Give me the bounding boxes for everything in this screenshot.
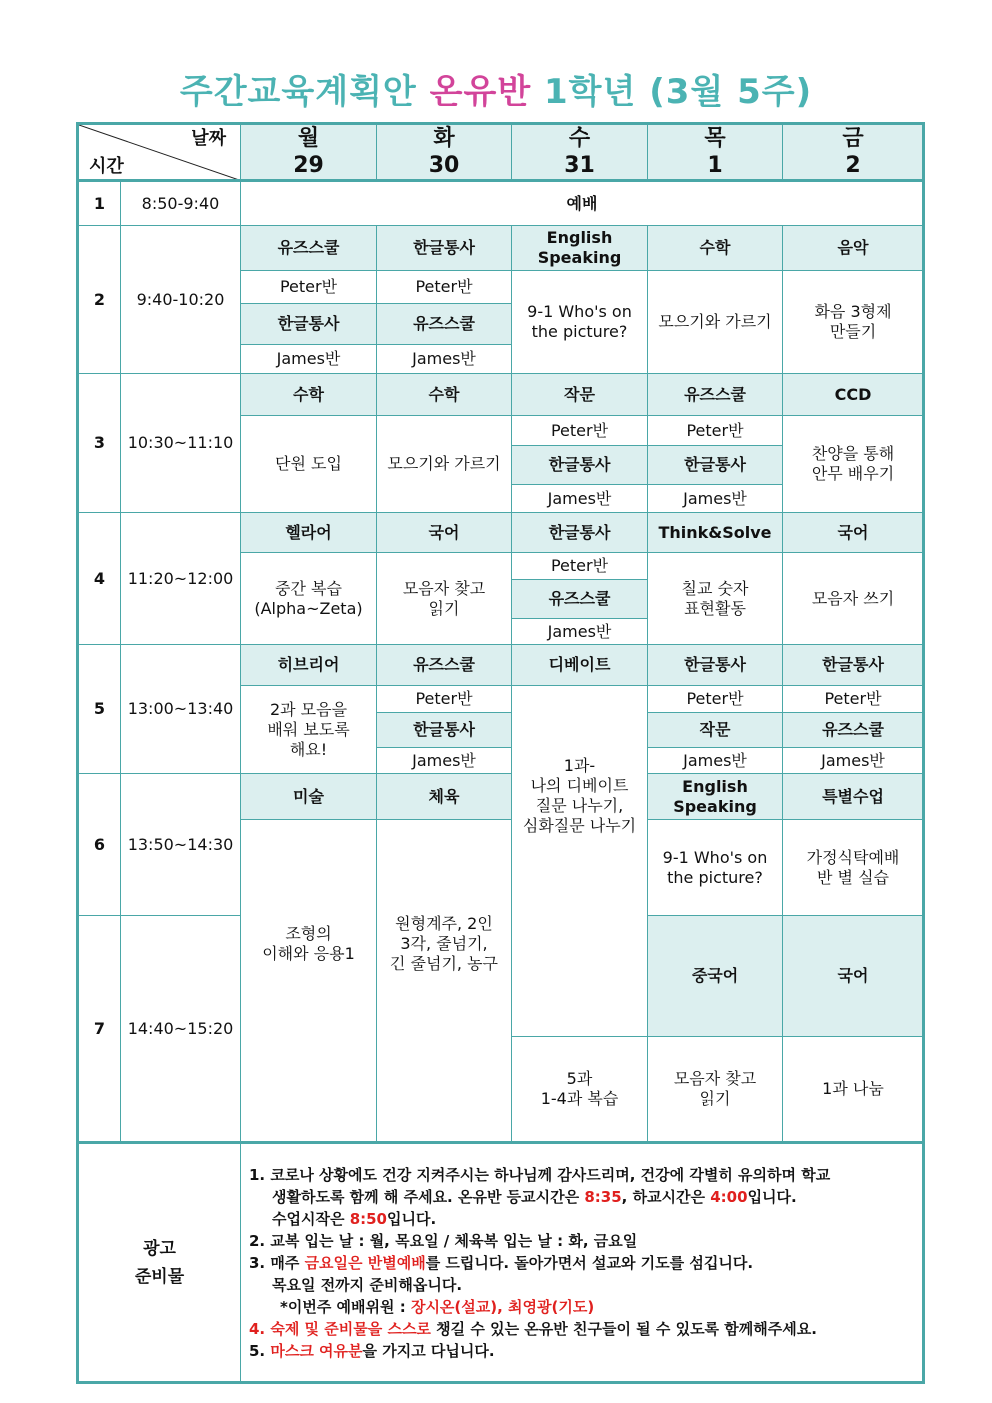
subject-cell: 특별수업 [783,774,924,820]
subject-cell: 한글통사 [377,226,512,271]
period-row-5 [78,645,924,686]
subject-cell: 유즈스쿨 [648,374,783,416]
content-line: 9-1 Who's on [527,302,632,321]
class-group-cell: Peter반 [783,686,924,713]
notice-line [249,1340,917,1362]
period-number: 7 [78,916,121,1143]
notice-text: 수업시작은 [272,1209,350,1228]
content-line: 표현활동 [684,598,746,618]
period-time: 13:50~14:30 [121,774,241,916]
content-cell: 1과 나눔 [783,1037,924,1143]
subject-cell: 한글통사 [512,446,648,485]
subject-cell: 수학 [648,226,783,271]
period-time: 11:20~12:00 [121,513,241,645]
day-date: 2 [845,153,861,178]
period-row-2 [78,226,924,271]
corner-cell [78,124,241,181]
subject-cell [648,774,783,820]
page-title [0,64,992,113]
content-cell [783,271,924,374]
subject-line: English [682,776,748,796]
content-cell [648,1037,783,1143]
day-header-wed [512,124,648,181]
subject-cell: 국어 [377,513,512,553]
subject-cell: 히브리어 [241,645,377,686]
content-cell [648,553,783,645]
content-line: the picture? [531,322,628,341]
content-line: 5과 [566,1069,593,1088]
subject-cell: 한글통사 [377,713,512,748]
title-grade-week: 1학년 (3월 5주) [544,72,813,112]
notice-text: 3. 매주 [249,1253,305,1272]
subject-cell: 한글통사 [783,645,924,686]
subject-cell: 국어 [783,916,924,1037]
period-number: 4 [78,513,121,645]
class-group-cell: James반 [648,748,783,774]
class-group-cell: Peter반 [377,271,512,304]
content-line: 1-4과 복습 [540,1089,619,1108]
content-line: 이해와 응용1 [262,944,355,963]
notice-highlight: 숙제 및 준비물을 스스로 [270,1319,431,1338]
notice-text: 생활하도록 함께 해 주세요. 온유반 등교시간은 [272,1187,585,1206]
subject-line: English [546,228,613,247]
notice-line [249,1252,917,1274]
day-date: 29 [293,153,324,178]
subject-cell: 디베이트 [512,645,648,686]
content-line: 2과 모음을 [269,700,348,719]
day-date: 31 [564,153,595,178]
period-number: 2 [78,226,121,374]
content-line: 조형의 [285,924,332,943]
day-name: 수 [568,126,591,151]
subject-cell: 한글통사 [648,446,783,485]
content-line: 9-1 Who's on [662,847,768,867]
subject-cell: 유즈스쿨 [241,226,377,271]
subject-cell: 미술 [241,774,377,820]
content-cell: 모으기와 가르기 [377,416,512,513]
supplies-label: 준비물 [134,1266,185,1287]
period-time: 9:40-10:20 [121,226,241,374]
notice-content [241,1143,924,1383]
notice-label-cell [78,1143,241,1383]
period-time: 13:00~13:40 [121,645,241,774]
notice-highlight: 장시온(설교), 최영광(기도) [410,1297,595,1316]
day-header-mon [241,124,377,181]
content-line: 반 별 실습 [817,867,889,887]
content-cell: 단원 도입 [241,416,377,513]
corner-time-label: 시간 [89,156,124,177]
content-line: 해요! [289,740,328,759]
notice-line: 목요일 전까지 준비해옵니다. [272,1275,463,1294]
class-group-cell: James반 [241,345,377,374]
subject-cell: 국어 [783,513,924,553]
subject-cell: 체육 [377,774,512,820]
content-line: 배워 보도록 [267,720,350,739]
content-line: 원형계주, 2인 [395,914,493,933]
notice-row [78,1143,924,1383]
class-group-cell: James반 [377,345,512,374]
content-cell [512,271,648,374]
content-cell [241,686,377,774]
period-row-6 [78,774,924,820]
class-group-cell: Peter반 [512,416,648,446]
content-line: 읽기 [699,1089,731,1108]
notice-line [249,1296,917,1318]
day-name: 월 [297,126,320,151]
class-group-cell: James반 [512,619,648,645]
content-line: 나의 디베이트 [530,776,629,795]
day-name: 화 [433,126,455,151]
subject-cell: 수학 [377,374,512,416]
content-cell [241,820,377,1143]
notice-highlight: 마스크 여유분 [270,1341,363,1360]
period-number: 1 [78,181,121,226]
content-line: 긴 줄넘기, 농구 [390,954,498,973]
subject-cell: 작문 [512,374,648,416]
notice-text: 를 드립니다. 돌아가면서 설교와 기도를 섬깁니다. [425,1253,754,1272]
content-cell [783,416,924,513]
notice-line [249,1208,917,1230]
notice-line: 1. 코로나 상황에도 건강 지켜주시는 하나님께 감사드리며, 건강에 각별히 유의하며 학교 [249,1165,831,1184]
content-line: 3각, 줄넘기, [400,934,488,953]
header-row [78,124,924,181]
content-cell [512,686,648,1037]
notice-text: 5. [249,1341,271,1360]
content-cell: 모음자 쓰기 [783,553,924,645]
subject-cell [512,226,648,271]
period-row-4 [78,513,924,553]
period-number: 5 [78,645,121,774]
class-group-cell: Peter반 [648,416,783,446]
subject-line: Speaking [673,796,757,816]
notice-text: 입니다. [747,1187,797,1206]
content-line: 1과- [563,756,596,775]
notice-highlight: 8:50 [349,1209,387,1228]
period-time: 14:40~15:20 [121,916,241,1143]
content-line: 가정식탁예배 [806,847,900,867]
class-group-cell: Peter반 [512,553,648,580]
class-group-cell: James반 [648,485,783,513]
corner-day-label: 날짜 [191,128,226,149]
content-cell [377,553,512,645]
subject-line: Speaking [537,248,622,267]
subject-cell: 한글통사 [241,304,377,345]
title-main: 주간교육계획안 [179,72,417,112]
notice-text: , 하교시간은 [621,1187,711,1206]
notice-highlight: 4:00 [710,1187,748,1206]
content-line: 화음 3형제 [814,302,892,321]
class-group-cell: James반 [783,748,924,774]
subject-cell: 헬라어 [241,513,377,553]
subject-cell: 한글통사 [648,645,783,686]
class-group-cell: Peter반 [241,271,377,304]
period-number: 6 [78,774,121,916]
worship-cell: 예배 [241,181,924,226]
notice-highlight: 금요일은 반별예배 [304,1253,426,1272]
content-line: 찬양을 통해 [811,444,895,463]
class-group-cell: Peter반 [377,686,512,713]
class-group-cell: Peter반 [648,686,783,713]
notice-text: 입니다. [387,1209,437,1228]
day-date: 1 [707,153,723,178]
content-cell [512,1037,648,1143]
notice-highlight: 8:35 [584,1187,622,1206]
subject-cell: 수학 [241,374,377,416]
notice-text: 을 가지고 다닙니다. [362,1341,495,1360]
notice-line [249,1186,917,1208]
content-line: 모음자 찾고 [673,1069,757,1088]
content-line: 만들기 [829,322,877,341]
content-line: 질문 나누기, [535,796,624,815]
subject-cell: CCD [783,374,924,416]
content-line: 읽기 [428,598,460,618]
day-name: 목 [704,126,726,151]
day-header-fri [783,124,924,181]
content-line: 칠교 숫자 [681,578,749,598]
content-line: (Alpha~Zeta) [254,598,363,618]
notice-text: 챙길 수 있는 온유반 친구들이 될 수 있도록 함께해주세요. [430,1319,817,1338]
subject-cell: 음악 [783,226,924,271]
content-cell [783,820,924,916]
subject-cell: 유즈스쿨 [377,304,512,345]
content-line: 모음자 찾고 [402,578,486,598]
period-row-1 [78,181,924,226]
notice-text: *이번주 예배위원 : [280,1297,411,1316]
content-line: 안무 배우기 [811,464,895,483]
notice-label: 광고 [143,1238,176,1259]
content-cell [377,820,512,1143]
period-time: 8:50-9:40 [121,181,241,226]
subject-cell: Think&Solve [648,513,783,553]
content-cell: 모으기와 가르기 [648,271,783,374]
weekly-schedule-table [76,122,925,1384]
period-time: 10:30~11:10 [121,374,241,513]
notice-line: 2. 교복 입는 날 : 월, 목요일 / 체육복 입는 날 : 화, 금요일 [249,1231,638,1250]
subject-cell: 중국어 [648,916,783,1037]
subject-cell: 작문 [648,713,783,748]
day-name: 금 [842,126,864,151]
class-group-cell: James반 [512,485,648,513]
period-row-3 [78,374,924,416]
content-line: the picture? [667,867,763,887]
content-line: 심화질문 나누기 [522,816,637,835]
day-header-thu [648,124,783,181]
content-cell [241,553,377,645]
content-line: 중간 복습 [275,578,342,598]
notice-line [249,1318,917,1340]
title-class-name: 온유반 [429,72,532,112]
day-header-tue [377,124,512,181]
notice-text: 4. [249,1319,271,1338]
content-cell [648,820,783,916]
period-number: 3 [78,374,121,513]
subject-cell: 유즈스쿨 [512,580,648,619]
class-group-cell: James반 [377,748,512,774]
subject-cell: 한글통사 [512,513,648,553]
subject-cell: 유즈스쿨 [377,645,512,686]
subject-cell: 유즈스쿨 [783,713,924,748]
day-date: 30 [428,153,460,178]
